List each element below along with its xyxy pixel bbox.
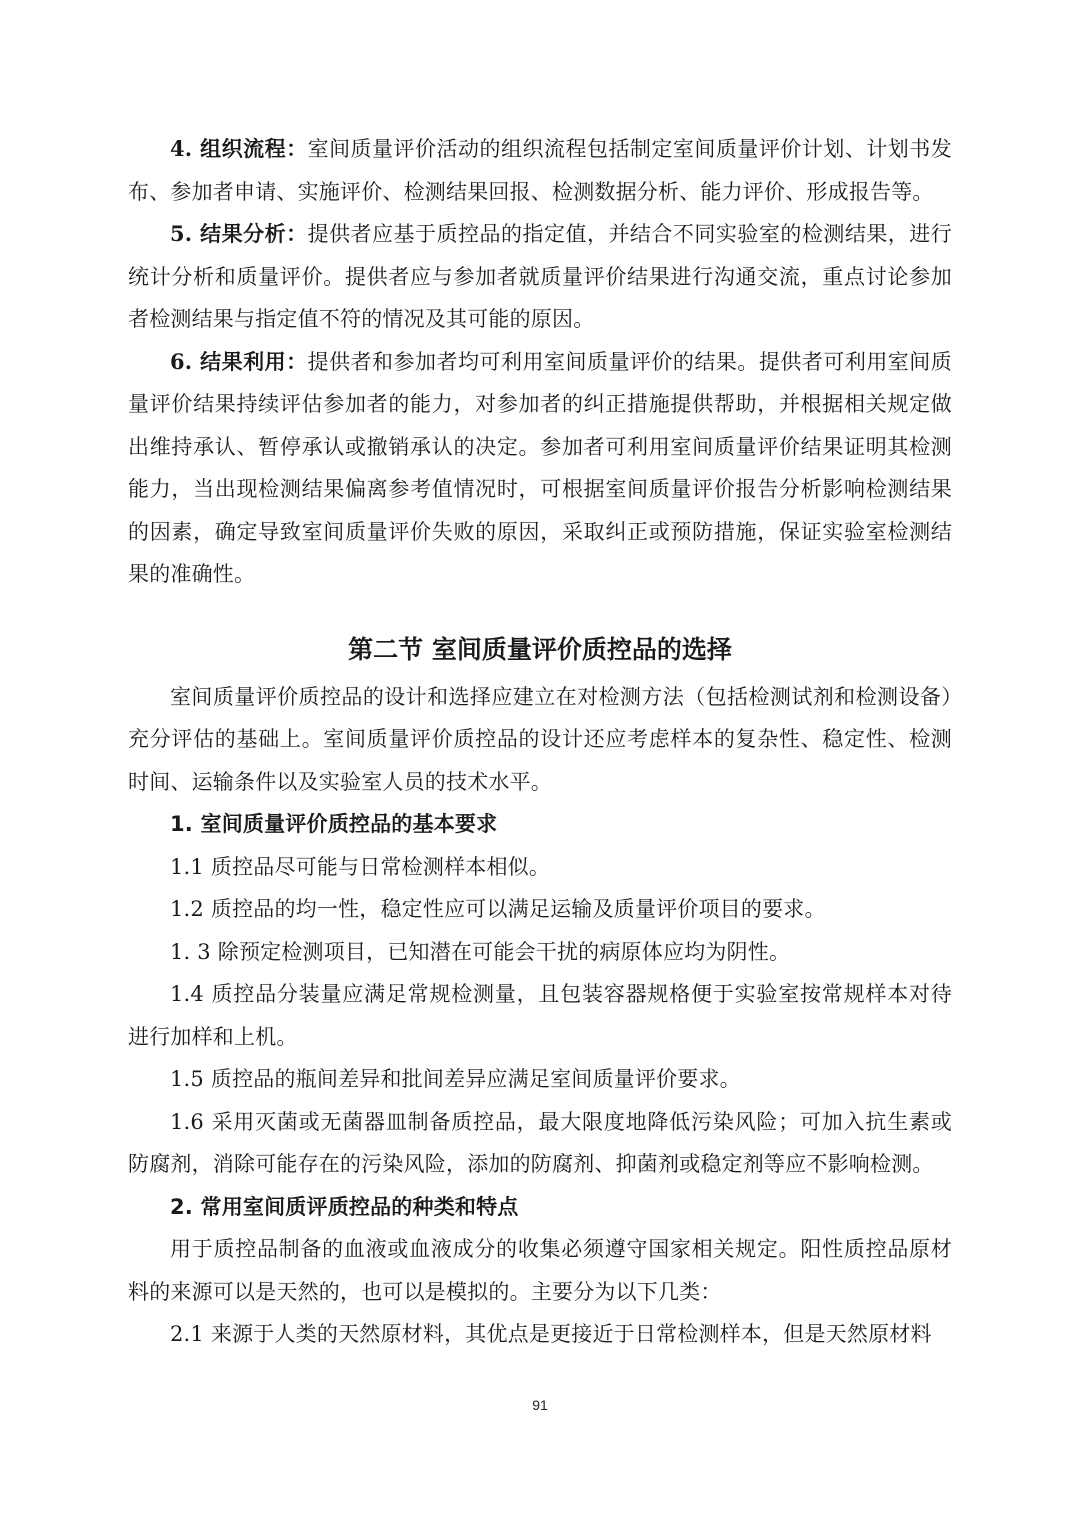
paragraph-label: 4. 组织流程： [170, 136, 308, 161]
list-item: 1. 3 除预定检测项目，已知潜在可能会干扰的病原体应均为阴性。 [170, 939, 791, 964]
list-item: 2.1 来源于人类的天然原材料，其优点是更接近于日常检测样本，但是天然原材料 [170, 1322, 932, 1346]
paragraph-label: 6. 结果利用： [170, 348, 308, 374]
list-item: 1.1 质控品尽可能与日常检测样本相似。 [170, 854, 551, 879]
document-page [128, 128, 952, 1356]
list-item: 1.4 质控品分装量应满足常规检测量，且包装容器规格便于实验室按常规样本对待进行加样和上机。 [128, 982, 952, 1049]
paragraph-text: 提供者和参加者均可利用室间质量评价的结果。提供者可利用室间质量评价结果持续评估参加者的能力，对参加者的纠正措施提供帮助，并根据相关规定做出维持承认、暂停承认或撤销承认的决定。参加者可利用室间质量评价结果证明其检测能力，当出现检测结果偏离参考值情况时，可根据室间质量评价报告分析影响检测结果的因素，确定导致室间质量评价失败的原因，采取纠正或预防措施，保证实验室检测结果的准确性。 [128, 349, 952, 586]
paragraph-organization-process [128, 128, 952, 213]
list-item: 1.5 质控品的瓶间差异和批间差异应满足室间质量评价要求。 [170, 1067, 741, 1091]
paragraph-text: 室间质量评价活动的组织流程包括制定室间质量评价计划、计划书发布、参加者申请、实施评价、检测结果回报、检测数据分析、能力评价、形成报告等。 [128, 137, 952, 204]
section-intro: 室间质量评价质控品的设计和选择应建立在对检测方法（包括检测试剂和检测设备）充分评估的基础上。室间质量评价质控品的设计还应考虑样本的复杂性、稳定性、检测时间、运输条件以及实验室人员的技术水平。 [128, 684, 952, 794]
page-number: 91 [532, 1397, 548, 1413]
section-title: 第二节 室间质量评价质控品的选择 [348, 634, 732, 664]
paragraph-result-utilization [128, 341, 952, 596]
paragraph-text: 提供者应基于质控品的指定值，并结合不同实验室的检测结果，进行统计分析和质量评价。提供者应与参加者就质量评价结果进行沟通交流，重点讨论参加者检测结果与指定值不符的情况及其可能的原因。 [128, 222, 952, 331]
list-item: 1.6 采用灭菌或无菌器皿制备质控品，最大限度地降低污染风险；可加入抗生素或防腐剂，消除可能存在的污染风险，添加的防腐剂、抑菌剂或稳定剂等应不影响检测。 [128, 1109, 952, 1176]
paragraph-label: 5. 结果分析： [170, 221, 308, 246]
subheading-basic-requirements: 1. 室间质量评价质控品的基本要求 [170, 812, 498, 836]
subheading-types-and-features: 2. 常用室间质评质控品的种类和特点 [170, 1194, 519, 1219]
list-item: 1.2 质控品的均一性，稳定性应可以满足运输及质量评价项目的要求。 [170, 897, 826, 921]
paragraph-result-analysis [128, 213, 952, 341]
paragraph-material-sources: 用于质控品制备的血液或血液成分的收集必须遵守国家相关规定。阳性质控品原材料的来源可以是天然的，也可以是模拟的。主要分为以下几类： [128, 1237, 952, 1304]
